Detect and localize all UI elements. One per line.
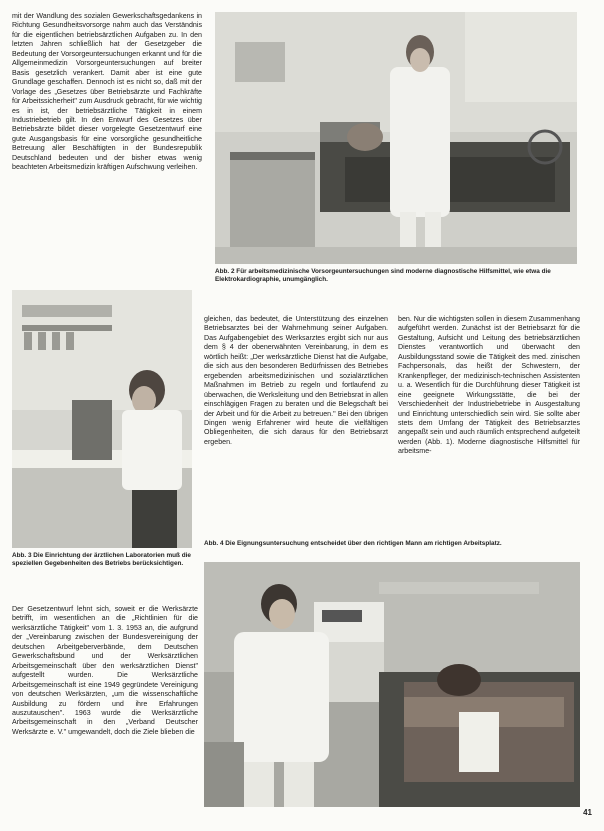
photo-fitness-examination [204, 562, 580, 807]
page-number: 41 [583, 808, 592, 817]
photo-laboratory [12, 290, 192, 548]
article-text-col2: gleichen, das bedeutet, die Unterstützung des einzelnen Betriebsarztes bei der Wahrnehmung seiner Aufgaben. Das Aufgabengebiet des Werksarztes ergibt sich nur aus dem § 4 der obenerwähnten Vereinbarung, in dem es wörtlich heißt: „Der werksärztliche Dienst hat die Aufgabe, die sich aus den besonderen Bedürfnissen des Betriebes ergebenden arbeitsmedizinischen und sozialärztlichen Maßnahmen im Betrieb zu regeln und fortlaufend zu überwachen, die Werksleitung und den Betriebsrat in allen einschlägigen Fragen zu beraten und die Belegschaft bei der Arbeit und für die Arbeit zu betreuen." Bei den übrigen Dingen wenig Erfahrener wird heute die vielfältigen Obliegenheiten, die sich daraus für den Betriebsarzt ergeben. [204, 315, 388, 446]
article-text-col3: ben. Nur die wichtigsten sollen in diesem Zusammenhang aufgeführt werden. Zunächst ist der Betriebsarzt für die Gestaltung, Aufsicht und Leitung des betriebsärztlichen Dienstes verantwortlich und überwacht den Ausbildungsstand sowie die Tätigkeit des med. zinischen Fachpersonals, das heißt der Schwestern, der Krankenpfleger, der medizinisch-technischen Assistenten u. a. Wesentlich für die Durchführung dieser Tätigkeit ist eine geeignete Wirkungsstätte, die bei der Verschiedenheit der Industriebetriebe in Ausgestaltung und Einrichtung unterschiedlich sein wird. Sie sollte aber stets dem Umfang der Tätigkeit des Betriebsarztes angepaßt sein und auch räumlich entsprechend aufgeteilt werden (Abb. 1). Moderne diagnostische Hilfsmittel für arbeitsme- [398, 315, 580, 456]
article-text-col1-bottom: Der Gesetzentwurf lehnt sich, soweit er die Werksärzte betrifft, im wesentlichen an die „Richtlinien für die werksärztliche Tätigkeit" vom 1. 3. 1953 an, die aufgrund der „Vereinbarung zwischen der Bundesvereinigung der deutschen Arbeitgeberverbände, dem Deutschen Gewerkschaftsbund und der Werksärztlichen Arbeitsgemeinschaft über den werksärztlichen Dienst" aufgestellt wurden. Die Werksärztliche Arbeitsgemeinschaft ist eine 1949 gegründete Vereinigung von deutschen Werksärzten, „um die wissenschaftliche Ausbildung zu fördern und ihre Erfahrungen auszutauschen". 1963 wurde die Werksärztliche Arbeitsgemeinschaft in den „Verband Deutscher Werksärzte e. V." umgewandelt, doch die Ziele blieben die [12, 605, 198, 736]
caption-abb3: Abb. 3 Die Einrichtung der ärztlichen Laboratorien muß die speziellen Gegebenheiten des Betriebs berücksichtigen. [12, 552, 191, 567]
caption-abb2: Abb. 2 Für arbeitsmedizinische Vorsorgeuntersuchungen sind moderne diagnostische Hilfsmittel, wie etwa die Elektrokardiographie, unumgänglich. [215, 268, 551, 283]
article-text-col1-top: mit der Wandlung des sozialen Gewerkschaftsgedankens in Richtung Gesundheitsvorsorge nahm auch das Verständnis für die eigentlichen betriebsärztlichen Aufgaben zu. In den letzten Jahren schließlich hat der Gesetzgeber die Bedeutung der Vorsorgeuntersuchungen erkannt und für die Allgemeinmedizin Vorsorgeuntersuchungen auf breiter Basis gesetzlich verankert. Damit aber ist eine gute Grundlage geschaffen. Dennoch ist es nicht so, daß mit der Vorlage des „Gesetzes über Betriebsärzte und Fachkräfte für Arbeitssicherheit" zum Ausdruck gebracht, für wie wichtig es in ist, der betriebsärztliche Tätigkeit in einem Industriebetrieb gilt. In den Entwurf des Gesetzes über Betriebsärzte bildet dieser vorgelegte Gesetzentwurf eine gute Ausgangsbasis für eine vorsorgliche gesundheitliche Betreuung aller Beschäftigten in der Bundesrepublik Deutschland bedeuten und der bisher etwas wenig beachteten Arbeitsmedizin kräftigen Aufschwung verleihen. [12, 12, 202, 172]
caption-abb4: Abb. 4 Die Eignungsuntersuchung entscheidet über den richtigen Mann am richtigen Arbeitsplatz. [204, 540, 502, 547]
photo-ecg-examination [215, 12, 577, 264]
